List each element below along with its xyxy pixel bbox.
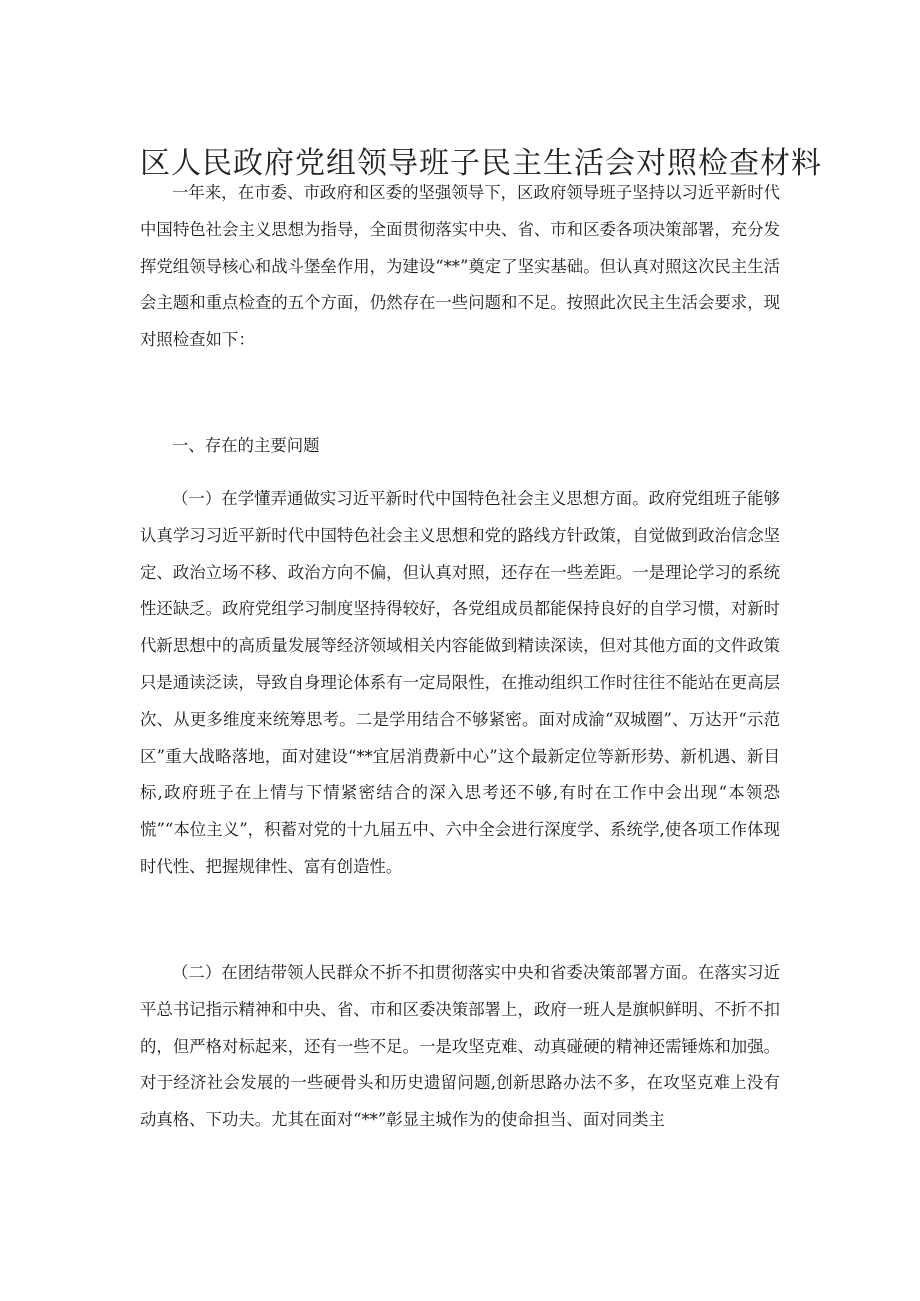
document-title: 区人民政府党组领导班子民主生活会对照检查材料 <box>140 146 822 181</box>
section-1-paragraph: （一）在学懂弄通做实习近平新时代中国特色社会主义思想方面。政府党组班子能够认真学习习近平新时代中国特色社会主义思想和党的路线方针政策，自觉做到政治信念坚定、政治立场不移、政治方向不偏，但认真对照，还存在一些差距。一是理论学习的系统性还缺乏。政府党组学习制度坚持得较好，各党组成员都能保持良好的自学习惯，对新时代新思想中的高质量发展等经济领域相关内容能做到精读深读，但对其他方面的文件政策只是通读泛读，导致自身理论体系有一定局限性，在推动组织工作时往往不能站在更高层次、从更多维度来统筹思考。二是学用结合不够紧密。面对成渝“双城圈”、万达开“示范区”重大战略落地，面对建设“**宜居消费新中心”这个最新定位等新形势、新机遇、新目标,政府班子在上情与下情紧密结合的深入思考还不够,有时在工作中会出现“本领恐慌”“本位主义”，积蓄对党的十九届五中、六中全会进行深度学、系统学,使各项工作体现时代性、把握规律性、富有创造性。 <box>140 489 780 876</box>
intro-paragraph: 一年来，在市委、市政府和区委的坚强领导下，区政府领导班子坚持以习近平新时代中国特色社会主义思想为指导，全面贯彻落实中央、省、市和区委各项决策部署，充分发挥党组领导核心和战斗堡垒作用，为建设“**”奠定了坚实基础。但认真对照这次民主生活会主题和重点检查的五个方面，仍然存在一些问题和不足。按照此次民主生活会要求，现对照检查如下： <box>140 183 780 350</box>
section-heading: 一、存在的主要问题 <box>172 436 320 455</box>
section-2-paragraph: （二）在团结带领人民群众不折不扣贯彻落实中央和省委决策部署方面。在落实习近平总书记指示精神和中央、省、市和区委决策部署上，政府一班人是旗帜鲜明、不折不扣的，但严格对标起来，还有一些不足。一是攻坚克难、动真碰硬的精神还需锤炼和加强。对于经济社会发展的一些硬骨头和历史遗留问题,创新思路办法不多，在攻坚克难上没有动真格、下功夫。尤其在面对“**”彰显主城作为的使命担当、面对同类主 <box>140 963 780 1130</box>
